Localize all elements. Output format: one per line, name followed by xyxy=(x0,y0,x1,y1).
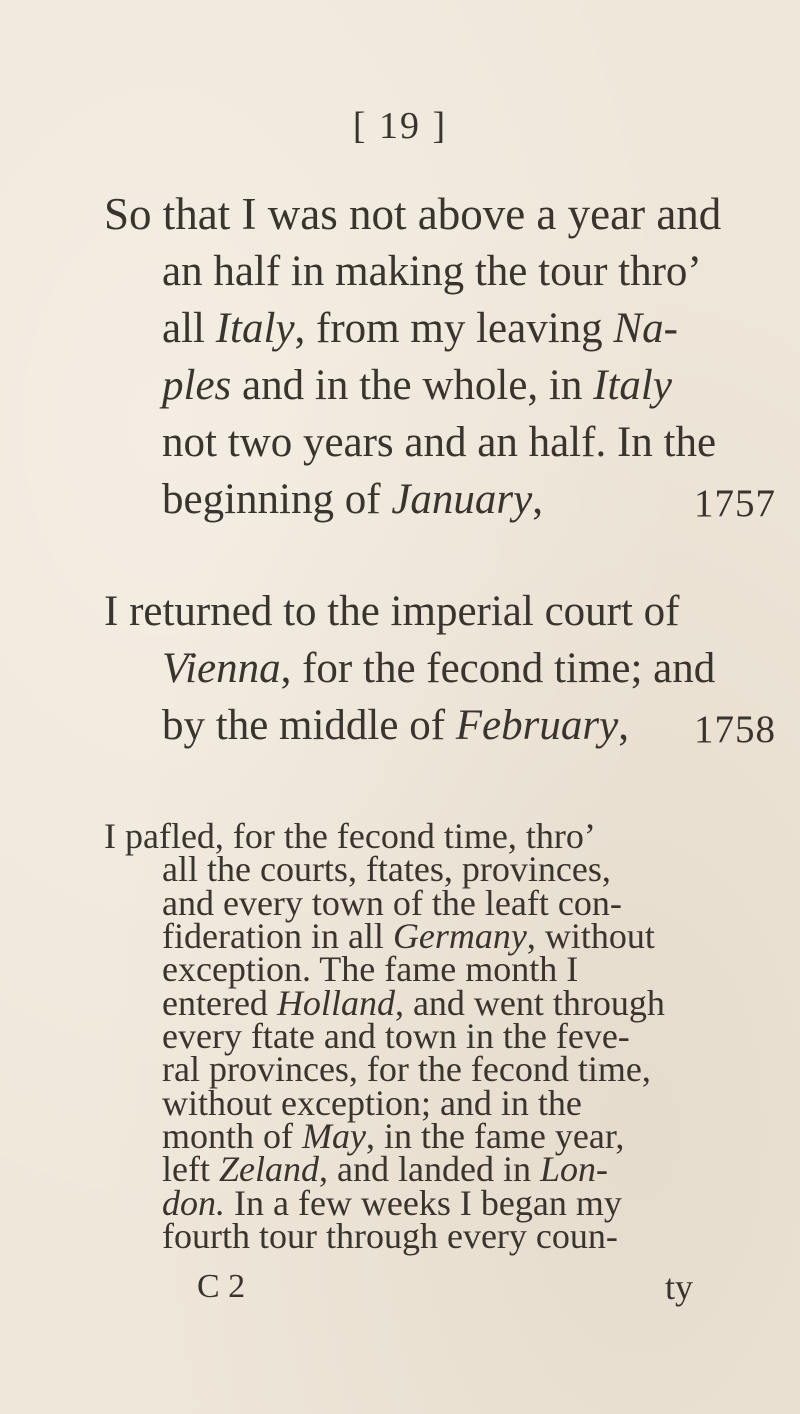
text-line: beginning of January, xyxy=(162,476,543,523)
margin-year: 1758 xyxy=(694,708,776,751)
text-line: all the courts, ftates, provinces, xyxy=(162,849,611,889)
text-line: and every town of the leaft con- xyxy=(162,883,622,923)
text-line: exception. The fame month I xyxy=(162,949,579,989)
text-line: by the middle of February, xyxy=(162,702,629,749)
text-line: ples and in the whole, in Italy xyxy=(162,362,672,409)
text-line: every ftate and town in the feve- xyxy=(162,1016,630,1056)
text-line: I returned to the imperial court of xyxy=(104,588,680,635)
signature-mark: C 2 xyxy=(197,1268,246,1305)
text-line: don. In a few weeks I began my xyxy=(162,1183,622,1223)
text-line: ral provinces, for the fecond time, xyxy=(162,1049,651,1089)
text-line: all Italy, from my leaving Na- xyxy=(162,305,678,352)
text-line: Vienna, for the fecond time; and xyxy=(162,645,716,692)
catchword: ty xyxy=(665,1267,694,1307)
text-line: an half in making the tour thro’ xyxy=(162,248,702,295)
text-line: month of May, in the fame year, xyxy=(162,1116,625,1156)
page-number: [ 19 ] xyxy=(352,105,448,147)
text-line: So that I was not above a year and xyxy=(104,189,722,239)
text-line: left Zeland, and landed in Lon- xyxy=(162,1149,608,1189)
text-line: entered Holland, and went through xyxy=(162,983,665,1023)
text-line: fourth tour through every coun- xyxy=(162,1216,618,1256)
text-line: without exception; and in the xyxy=(162,1083,582,1123)
text-line: I pafled, for the fecond time, thro’ xyxy=(104,816,596,856)
text-line: not two years and an half. In the xyxy=(162,419,717,466)
margin-year: 1757 xyxy=(694,482,776,525)
text-line: fideration in all Germany, without xyxy=(162,916,655,956)
